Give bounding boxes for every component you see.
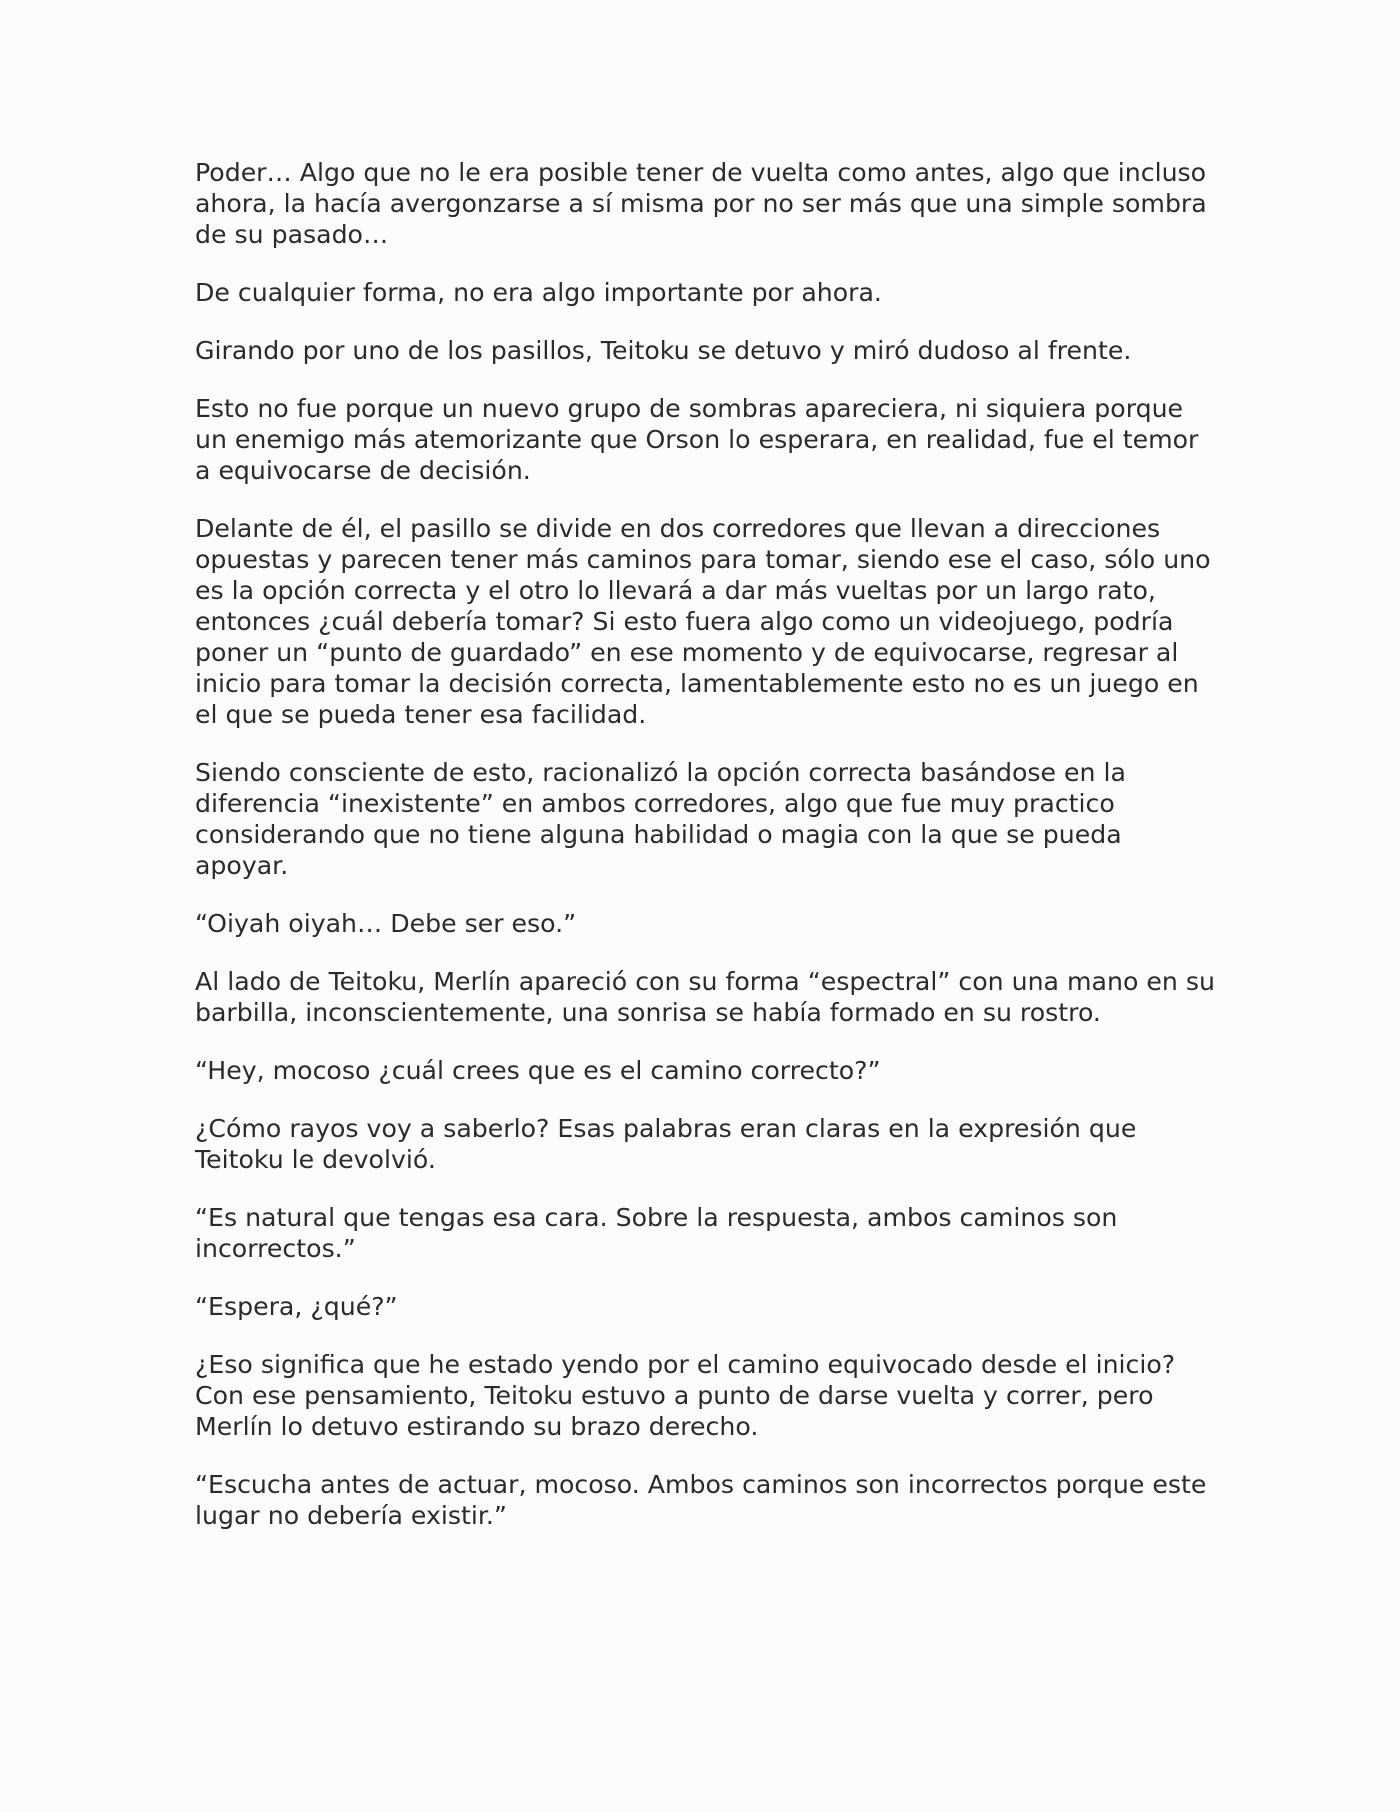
paragraph-14: “Escucha antes de actuar, mocoso. Ambos caminos son incorrectos porque este lugar no debería existir.”: [195, 1470, 1207, 1530]
paragraph-10: ¿Cómo rayos voy a saberlo? Esas palabras eran claras en la expresión que Teitoku le devolvió.: [195, 1114, 1137, 1174]
paragraph-11: “Es natural que tengas esa cara. Sobre la respuesta, ambos caminos son incorrectos.”: [195, 1203, 1118, 1263]
body-text: [195, 157, 1220, 1558]
paragraph-13: ¿Eso significa que he estado yendo por el camino equivocado desde el inicio? Con ese pensamiento, Teitoku estuvo a punto de darse vuelta y correr, pero Merlín lo detuvo estirando su brazo derecho.: [195, 1350, 1176, 1441]
paragraph-9: “Hey, mocoso ¿cuál crees que es el camino correcto?”: [195, 1056, 881, 1085]
paragraph-5: Delante de él, el pasillo se divide en dos corredores que llevan a direcciones opuestas y parecen tener más caminos para tomar, siendo ese el caso, sólo uno es la opción correcta y el otro lo llevará a dar más vueltas por un largo rato, entonces ¿cuál debería tomar? Si esto fuera algo como un videojuego, podría poner un “punto de guardado” en ese momento y de equivocarse, regresar al inicio para tomar la decisión correcta, lamentablemente esto no es un juego en el que se pueda tener esa facilidad.: [195, 514, 1211, 729]
paragraph-1: Poder… Algo que no le era posible tener de vuelta como antes, algo que incluso ahora, la hacía avergonzarse a sí misma por no ser más que una simple sombra de su pasado…: [195, 158, 1207, 249]
paragraph-6: Siendo consciente de esto, racionalizó la opción correcta basándose en la diferencia “inexistente” en ambos corredores, algo que fue muy practico considerando que no tiene alguna habilidad o magia con la que se pueda apoyar.: [195, 758, 1126, 880]
paragraph-12: “Espera, ¿qué?”: [195, 1292, 398, 1321]
paragraph-4: Esto no fue porque un nuevo grupo de sombras apareciera, ni siquiera porque un enemigo más atemorizante que Orson lo esperara, en realidad, fue el temor a equivocarse de decisión.: [195, 394, 1199, 485]
paragraph-8: Al lado de Teitoku, Merlín apareció con su forma “espectral” con una mano en su barbilla, inconscientemente, una sonrisa se había formado en su rostro.: [195, 967, 1215, 1027]
paragraph-3: Girando por uno de los pasillos, Teitoku se detuvo y miró dudoso al frente.: [195, 336, 1132, 365]
paragraph-7: “Oiyah oiyah… Debe ser eso.”: [195, 909, 577, 938]
paragraph-2: De cualquier forma, no era algo importante por ahora.: [195, 278, 882, 307]
